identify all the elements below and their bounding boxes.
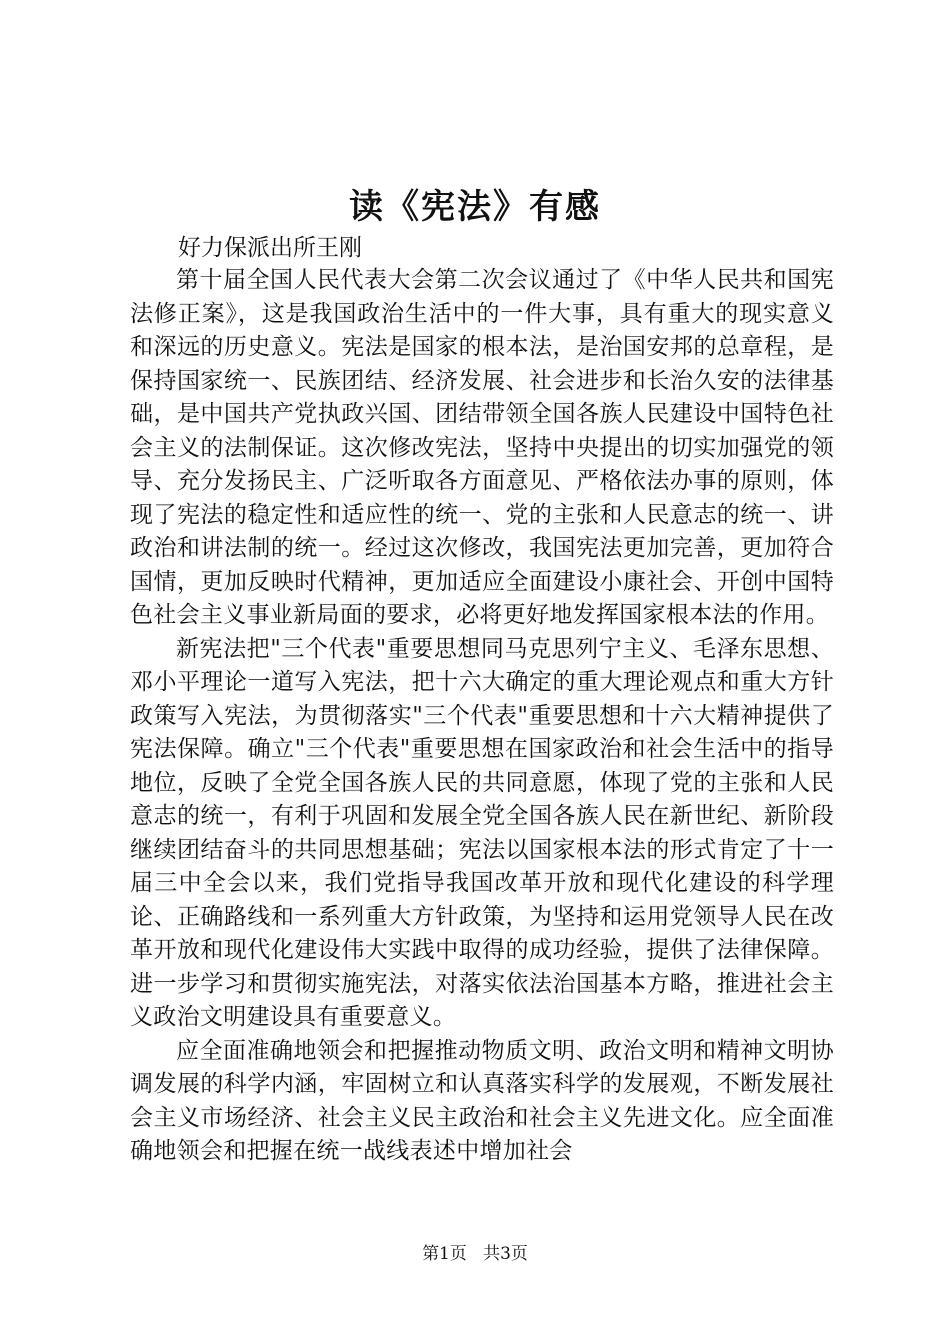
document-title: 读《宪法》有感 <box>349 187 601 227</box>
paragraph-1: 第十届全国人民代表大会第二次会议通过了《中华人民共和国宪法修正案》，这是我国政治生活中的一件大事，具有重大的现实意义和深远的历史意义。宪法是国家的根本法，是治国安邦的总章程，是保持国家统一、民族团结、经济发展、社会进步和长治久安的法律基础，是中国共产党执政兴国、团结带领全国各族人民建设中国特色社会主义的法制保证。这次修改宪法，坚持中央提出的切实加强党的领导、充分发扬民主、广泛听取各方面意见、严格依法办事的原则，体现了宪法的稳定性和适应性的统一、党的主张和人民意志的统一、讲政治和讲法制的统一。经过这次修改，我国宪法更加完善，更加符合国情，更加反映时代精神，更加适应全面建设小康社会、开创中国特色社会主义事业新局面的要求，必将更好地发挥国家根本法的作用。 <box>130 267 834 628</box>
page-number: 第1页 <box>422 1244 467 1264</box>
page-footer <box>0 1242 950 1266</box>
document-body <box>130 264 834 1169</box>
page-separator <box>472 1244 477 1264</box>
document-author: 好力保派出所王刚 <box>178 235 362 261</box>
paragraph-3: 应全面准确地领会和把握推动物质文明、政治文明和精神文明协调发展的科学内涵，牢固树立和认真落实科学的发展观，不断发展社会主义市场经济、社会主义民主政治和社会主义先进文化。应全面准确地领会和把握在统一战线表述中增加社会 <box>130 1037 834 1164</box>
page-total: 共3页 <box>483 1244 528 1264</box>
paragraph-2: 新宪法把"三个代表"重要思想同马克思列宁主义、毛泽东思想、邓小平理论一道写入宪法，把十六大确定的重大理论观点和重大方针政策写入宪法，为贯彻落实"三个代表"重要思想和十六大精神提供了宪法保障。确立"三个代表"重要思想在国家政治和社会生活中的指导地位，反映了全党全国各族人民的共同意愿，体现了党的主张和人民意志的统一，有利于巩固和发展全党全国各族人民在新世纪、新阶段继续团结奋斗的共同思想基础；宪法以国家根本法的形式肯定了十一届三中全会以来，我们党指导我国改革开放和现代化建设的科学理论、正确路线和一系列重大方针政策，为坚持和运用党领导人民在改革开放和现代化建设伟大实践中取得的成功经验，提供了法律保障。进一步学习和贯彻实施宪法，对落实依法治国基本方略，推进社会主义政治文明建设具有重要意义。 <box>130 635 834 1030</box>
